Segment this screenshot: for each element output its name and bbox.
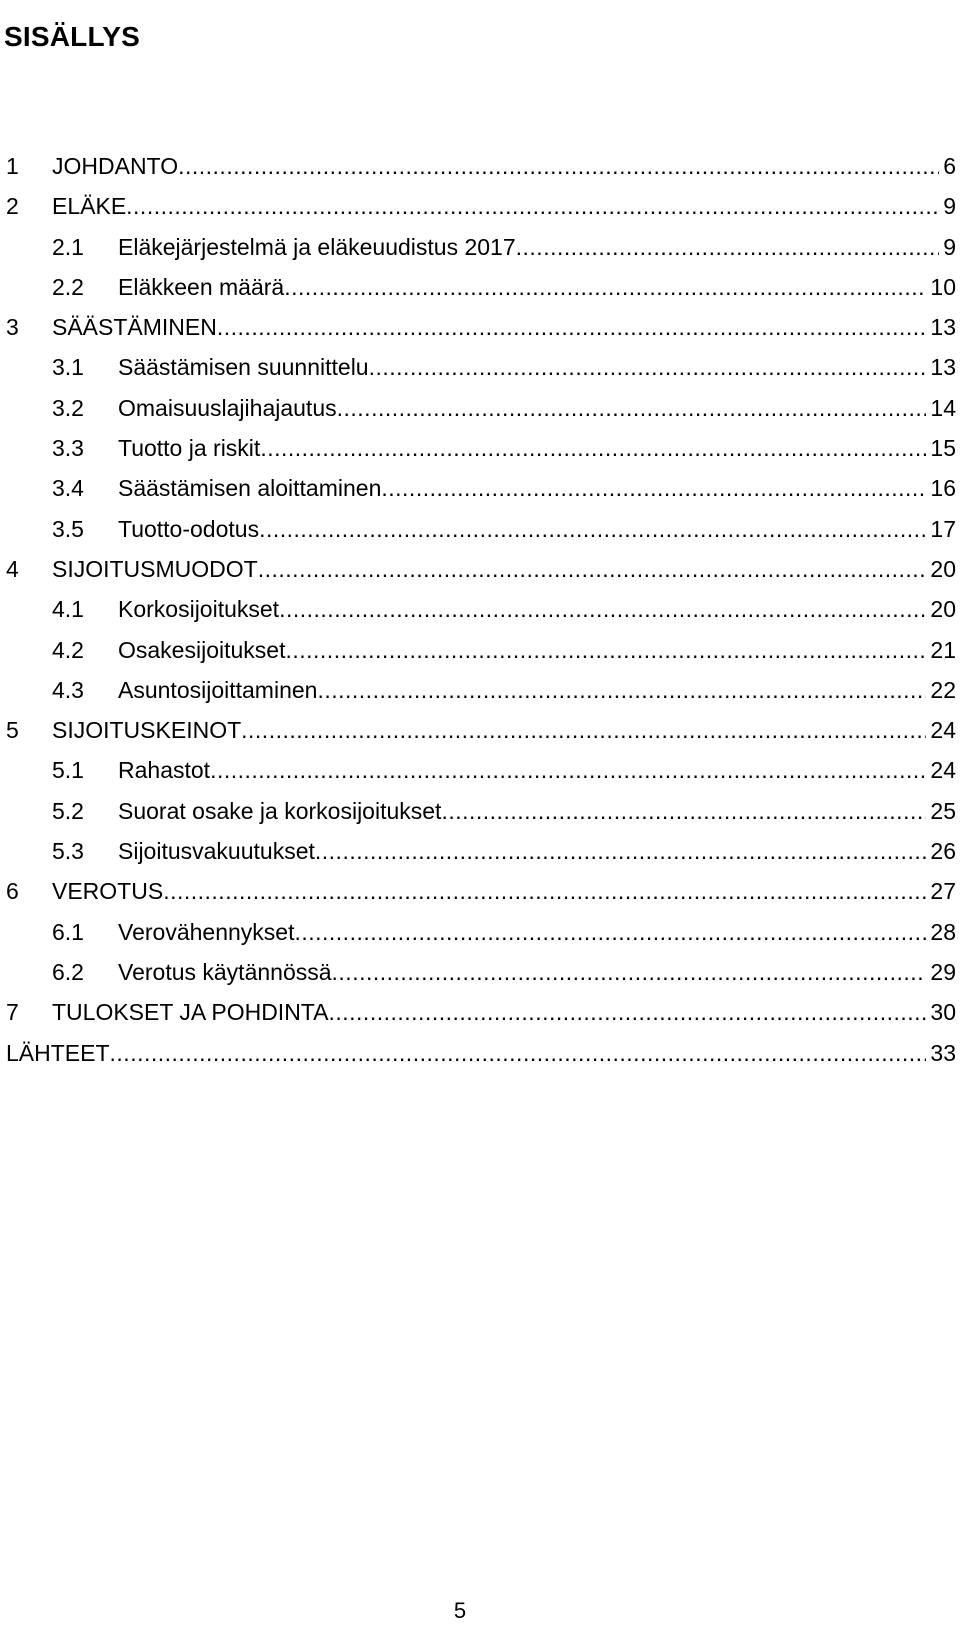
toc-entry-title[interactable]: Verovähennykset: [118, 918, 295, 945]
toc-entry-title[interactable]: SÄÄSTÄMINEN: [52, 314, 217, 341]
toc-heading: SISÄLLYS: [4, 20, 140, 52]
toc-entry[interactable]: [0, 347, 960, 387]
toc-entry-page: 24: [930, 717, 956, 744]
toc-dot-leader: [328, 992, 926, 1032]
toc-entry-title[interactable]: TULOKSET JA POHDINTA: [52, 999, 329, 1026]
toc-entry[interactable]: [0, 670, 960, 710]
toc-entry[interactable]: [0, 912, 960, 952]
toc-entry[interactable]: [0, 791, 960, 831]
toc-entry-line: [118, 791, 960, 831]
toc-entry-line: [52, 710, 960, 750]
toc-entry[interactable]: [0, 549, 960, 589]
toc-dot-leader: [516, 227, 940, 267]
toc-entry-title[interactable]: Verotus käytännössä: [118, 958, 332, 985]
toc-dot-leader: [259, 509, 926, 549]
toc-entry[interactable]: [0, 307, 960, 347]
toc-entry-number: 3: [6, 314, 19, 341]
toc-entry-title[interactable]: Säästämisen aloittaminen: [118, 475, 382, 502]
toc-entry[interactable]: [0, 186, 960, 226]
toc-entry-line: [52, 146, 960, 186]
toc-entry-number: 3.1: [52, 354, 84, 381]
toc-entry-number: 5.2: [52, 797, 84, 824]
toc-entry-line: [118, 589, 960, 629]
toc-entry[interactable]: [0, 509, 960, 549]
toc-dot-leader: [279, 589, 926, 629]
toc-entry-title[interactable]: Korkosijoitukset: [118, 596, 280, 623]
toc-entry-number: 3.5: [52, 515, 84, 542]
toc-entry-line: [118, 912, 960, 952]
toc-entry-page: 9: [943, 233, 956, 260]
toc-entry-line: [6, 1033, 960, 1073]
toc-entry-page: 29: [930, 958, 956, 985]
toc-entry-page: 25: [930, 797, 956, 824]
toc-entry[interactable]: [0, 428, 960, 468]
toc-entry-title[interactable]: Asuntosijoittaminen: [118, 676, 318, 703]
toc-entry-line: [118, 952, 960, 992]
toc-dot-leader: [258, 549, 927, 589]
toc-entry-page: 20: [930, 555, 956, 582]
toc-entry-line: [118, 630, 960, 670]
toc-entry-page: 17: [930, 515, 956, 542]
toc-entry-title[interactable]: Säästämisen suunnittelu: [118, 354, 369, 381]
toc-dot-leader: [210, 750, 926, 790]
toc-entry-number: 6: [6, 878, 19, 905]
toc-entry-line: [118, 831, 960, 871]
toc-entry-line: [52, 992, 960, 1032]
toc-dot-leader: [178, 146, 939, 186]
toc-entry-page: 15: [930, 435, 956, 462]
toc-entry[interactable]: [0, 952, 960, 992]
table-of-contents: [0, 146, 960, 1073]
toc-entry-title[interactable]: SIJOITUSMUODOT: [52, 555, 258, 582]
toc-entry[interactable]: [0, 710, 960, 750]
toc-dot-leader: [217, 307, 927, 347]
toc-entry-number: 4.1: [52, 596, 84, 623]
toc-entry-title[interactable]: Eläkejärjestelmä ja eläkeuudistus 2017: [118, 233, 516, 260]
toc-entry-number: 3.4: [52, 475, 84, 502]
toc-entry-page: 21: [930, 636, 956, 663]
toc-entry-number: 6.1: [52, 918, 84, 945]
toc-entry-line: [118, 227, 960, 267]
toc-entry[interactable]: [0, 1033, 960, 1073]
toc-entry-page: 30: [930, 999, 956, 1026]
toc-entry-title[interactable]: Tuotto ja riskit: [118, 435, 261, 462]
toc-dot-leader: [260, 428, 926, 468]
toc-entry[interactable]: [0, 267, 960, 307]
toc-entry-title[interactable]: Omaisuuslajihajautus: [118, 394, 337, 421]
toc-dot-leader: [285, 630, 926, 670]
toc-entry[interactable]: [0, 589, 960, 629]
toc-entry-page: 6: [943, 153, 956, 179]
toc-entry-title[interactable]: LÄHTEET: [6, 1039, 110, 1066]
toc-entry-line: [118, 388, 960, 428]
toc-entry-title[interactable]: JOHDANTO: [52, 153, 179, 179]
toc-entry[interactable]: [0, 871, 960, 911]
toc-dot-leader: [337, 388, 927, 428]
toc-entry[interactable]: [0, 146, 960, 186]
toc-entry-title[interactable]: Eläkkeen määrä: [118, 273, 285, 300]
toc-entry-number: 4: [6, 555, 19, 582]
toc-dot-leader: [241, 710, 926, 750]
toc-dot-leader: [441, 791, 926, 831]
toc-entry-number: 2.2: [52, 273, 84, 300]
toc-entry-line: [118, 509, 960, 549]
toc-entry-line: [118, 750, 960, 790]
toc-entry-page: 9: [943, 193, 956, 220]
toc-entry-page: 28: [930, 918, 956, 945]
toc-entry[interactable]: [0, 831, 960, 871]
toc-entry-title[interactable]: Osakesijoitukset: [118, 636, 286, 663]
toc-entry-line: [118, 428, 960, 468]
toc-entry-page: 26: [930, 838, 956, 865]
toc-dot-leader: [315, 831, 927, 871]
toc-entry-number: 4.2: [52, 636, 84, 663]
toc-entry-number: 7: [6, 999, 19, 1026]
toc-entry-page: 27: [930, 878, 956, 905]
toc-dot-leader: [294, 912, 926, 952]
toc-entry-number: 5.3: [52, 838, 84, 865]
toc-dot-leader: [317, 670, 926, 710]
toc-entry-page: 16: [930, 475, 956, 502]
toc-entry[interactable]: [0, 750, 960, 790]
toc-entry-page: 13: [930, 314, 956, 341]
toc-entry-title[interactable]: SIJOITUSKEINOT: [52, 717, 242, 744]
toc-entry-page: 22: [930, 676, 956, 703]
toc-entry-number: 5.1: [52, 757, 84, 784]
toc-dot-leader: [126, 186, 939, 226]
toc-entry[interactable]: [0, 630, 960, 670]
toc-entry-line: [52, 186, 960, 226]
toc-entry-number: 2: [6, 193, 19, 220]
toc-dot-leader: [332, 952, 927, 992]
toc-entry-line: [52, 871, 960, 911]
toc-entry-page: 20: [930, 596, 956, 623]
toc-entry-line: [52, 549, 960, 589]
toc-dot-leader: [381, 468, 926, 508]
toc-entry-title[interactable]: Rahastot: [118, 757, 211, 784]
toc-entry-line: [52, 307, 960, 347]
toc-entry-page: 14: [930, 394, 956, 421]
toc-entry-number: 2.1: [52, 233, 84, 260]
toc-entry-title[interactable]: VEROTUS: [52, 878, 164, 905]
toc-entry-line: [118, 267, 960, 307]
toc-entry[interactable]: [0, 227, 960, 267]
toc-entry-line: [118, 347, 960, 387]
toc-entry[interactable]: [0, 992, 960, 1032]
toc-entry-page: 24: [930, 757, 956, 784]
page-number: 5: [453, 1598, 467, 1623]
toc-entry-title[interactable]: ELÄKE: [52, 193, 127, 220]
toc-entry-title[interactable]: Sijoitusvakuutukset: [118, 838, 315, 865]
toc-entry-line: [118, 670, 960, 710]
toc-entry-number: 1: [6, 153, 19, 179]
toc-entry-number: 4.3: [52, 676, 84, 703]
toc-entry-number: 5: [6, 717, 19, 744]
toc-entry-page: 33: [930, 1039, 956, 1066]
toc-dot-leader: [284, 267, 926, 307]
toc-entry-line: [118, 468, 960, 508]
toc-entry-number: 3.2: [52, 394, 84, 421]
toc-entry-page: 10: [930, 273, 956, 300]
toc-entry[interactable]: [0, 468, 960, 508]
toc-entry-title[interactable]: Suorat osake ja korkosijoitukset: [118, 797, 442, 824]
toc-entry-title[interactable]: Tuotto-odotus: [118, 515, 260, 542]
toc-dot-leader: [163, 871, 926, 911]
toc-entry-page: 13: [930, 354, 956, 381]
toc-entry-number: 6.2: [52, 958, 84, 985]
toc-dot-leader: [369, 347, 927, 387]
toc-entry-number: 3.3: [52, 435, 84, 462]
toc-entry[interactable]: [0, 388, 960, 428]
toc-dot-leader: [110, 1033, 927, 1073]
